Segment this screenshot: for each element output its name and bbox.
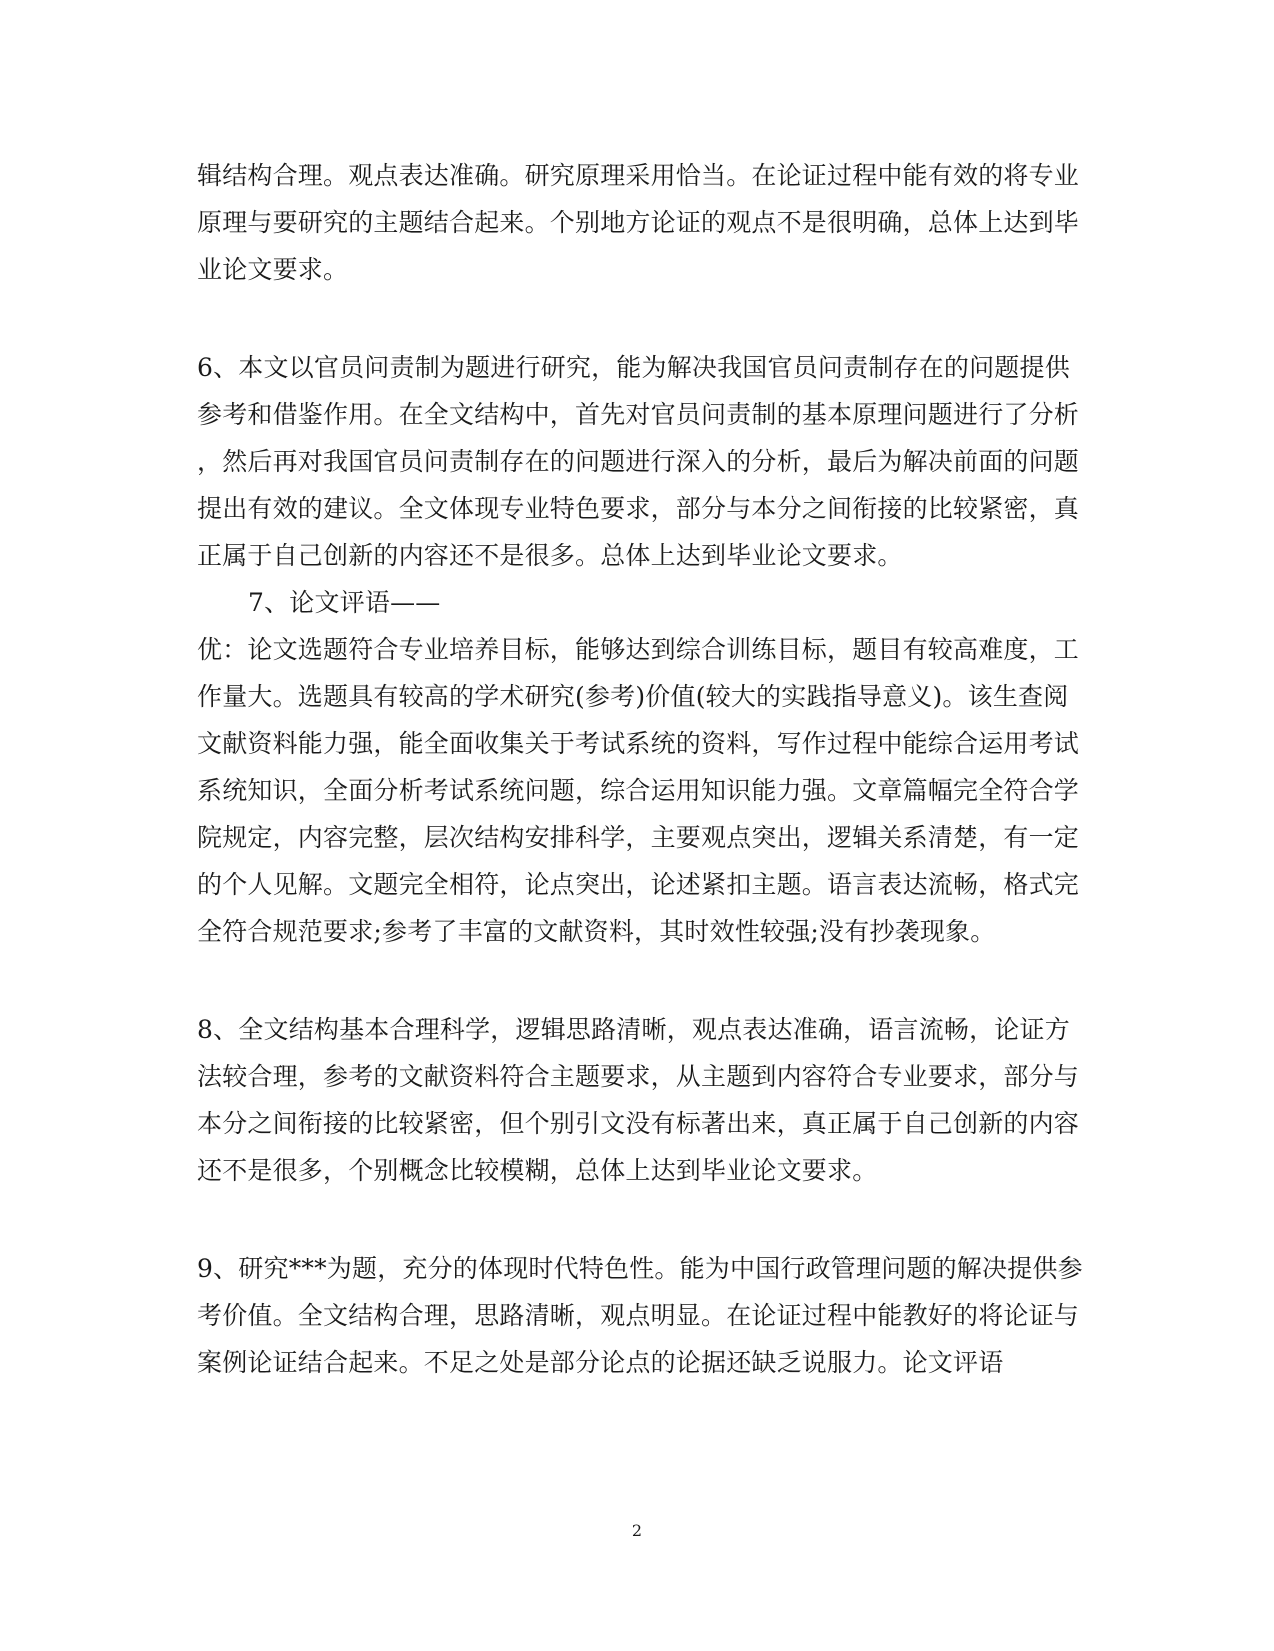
text-line: 法较合理，参考的文献资料符合主题要求，从主题到内容符合专业要求，部分与	[197, 1062, 1080, 1091]
text-line: 参考和借鉴作用。在全文结构中，首先对官员问责制的基本原理问题进行了分析	[197, 400, 1080, 429]
text-line: 还不是很多，个别概念比较模糊，总体上达到毕业论文要求。	[197, 1156, 878, 1185]
text-line: 业论文要求。	[197, 255, 349, 284]
text-line: 文献资料能力强，能全面收集关于考试系统的资料，写作过程中能综合运用考试	[197, 729, 1080, 758]
text-line: 作量大。选题具有较高的学术研究(参考)价值(较大的实践指导意义)。该生查阅	[197, 682, 1069, 711]
text-line: 系统知识，全面分析考试系统问题，综合运用知识能力强。文章篇幅完全符合学	[197, 776, 1080, 805]
text-line: 案例论证结合起来。不足之处是部分论点的论据还缺乏说服力。论文评语	[197, 1348, 1004, 1377]
text-line: 优：论文选题符合专业培养目标，能够达到综合训练目标，题目有较高难度，工	[197, 635, 1080, 664]
text-line: 考价值。全文结构合理，思路清晰，观点明显。在论证过程中能教好的将论证与	[197, 1301, 1080, 1330]
text-line: 原理与要研究的主题结合起来。个别地方论证的观点不是很明确，总体上达到毕	[197, 208, 1080, 237]
text-line: 全符合规范要求;参考了丰富的文献资料，其时效性较强;没有抄袭现象。	[197, 917, 996, 946]
text-line: 7、论文评语——	[248, 588, 441, 617]
text-line: 院规定，内容完整，层次结构安排科学，主要观点突出，逻辑关系清楚，有一定	[197, 823, 1080, 852]
text-line: ，然后再对我国官员问责制存在的问题进行深入的分析，最后为解决前面的问题	[197, 447, 1080, 476]
text-line: 提出有效的建议。全文体现专业特色要求，部分与本分之间衔接的比较紧密，真	[197, 494, 1080, 523]
text-line: 正属于自己创新的内容还不是很多。总体上达到毕业论文要求。	[197, 541, 903, 570]
text-line: 辑结构合理。观点表达准确。研究原理采用恰当。在论证过程中能有效的将专业	[197, 161, 1080, 190]
text-line: 8、全文结构基本合理科学，逻辑思路清晰，观点表达准确，语言流畅，论证方	[197, 1015, 1070, 1044]
text-line: 9、研究***为题，充分的体现时代特色性。能为中国行政管理问题的解决提供参	[197, 1254, 1083, 1283]
text-line: 本分之间衔接的比较紧密，但个别引文没有标著出来，真正属于自己创新的内容	[197, 1109, 1080, 1138]
text-line: 6、本文以官员问责制为题进行研究，能为解决我国官员问责制存在的问题提供	[197, 353, 1070, 382]
page-number: 2	[631, 1521, 643, 1540]
text-line: 的个人见解。文题完全相符，论点突出，论述紧扣主题。语言表达流畅，格式完	[197, 870, 1080, 899]
